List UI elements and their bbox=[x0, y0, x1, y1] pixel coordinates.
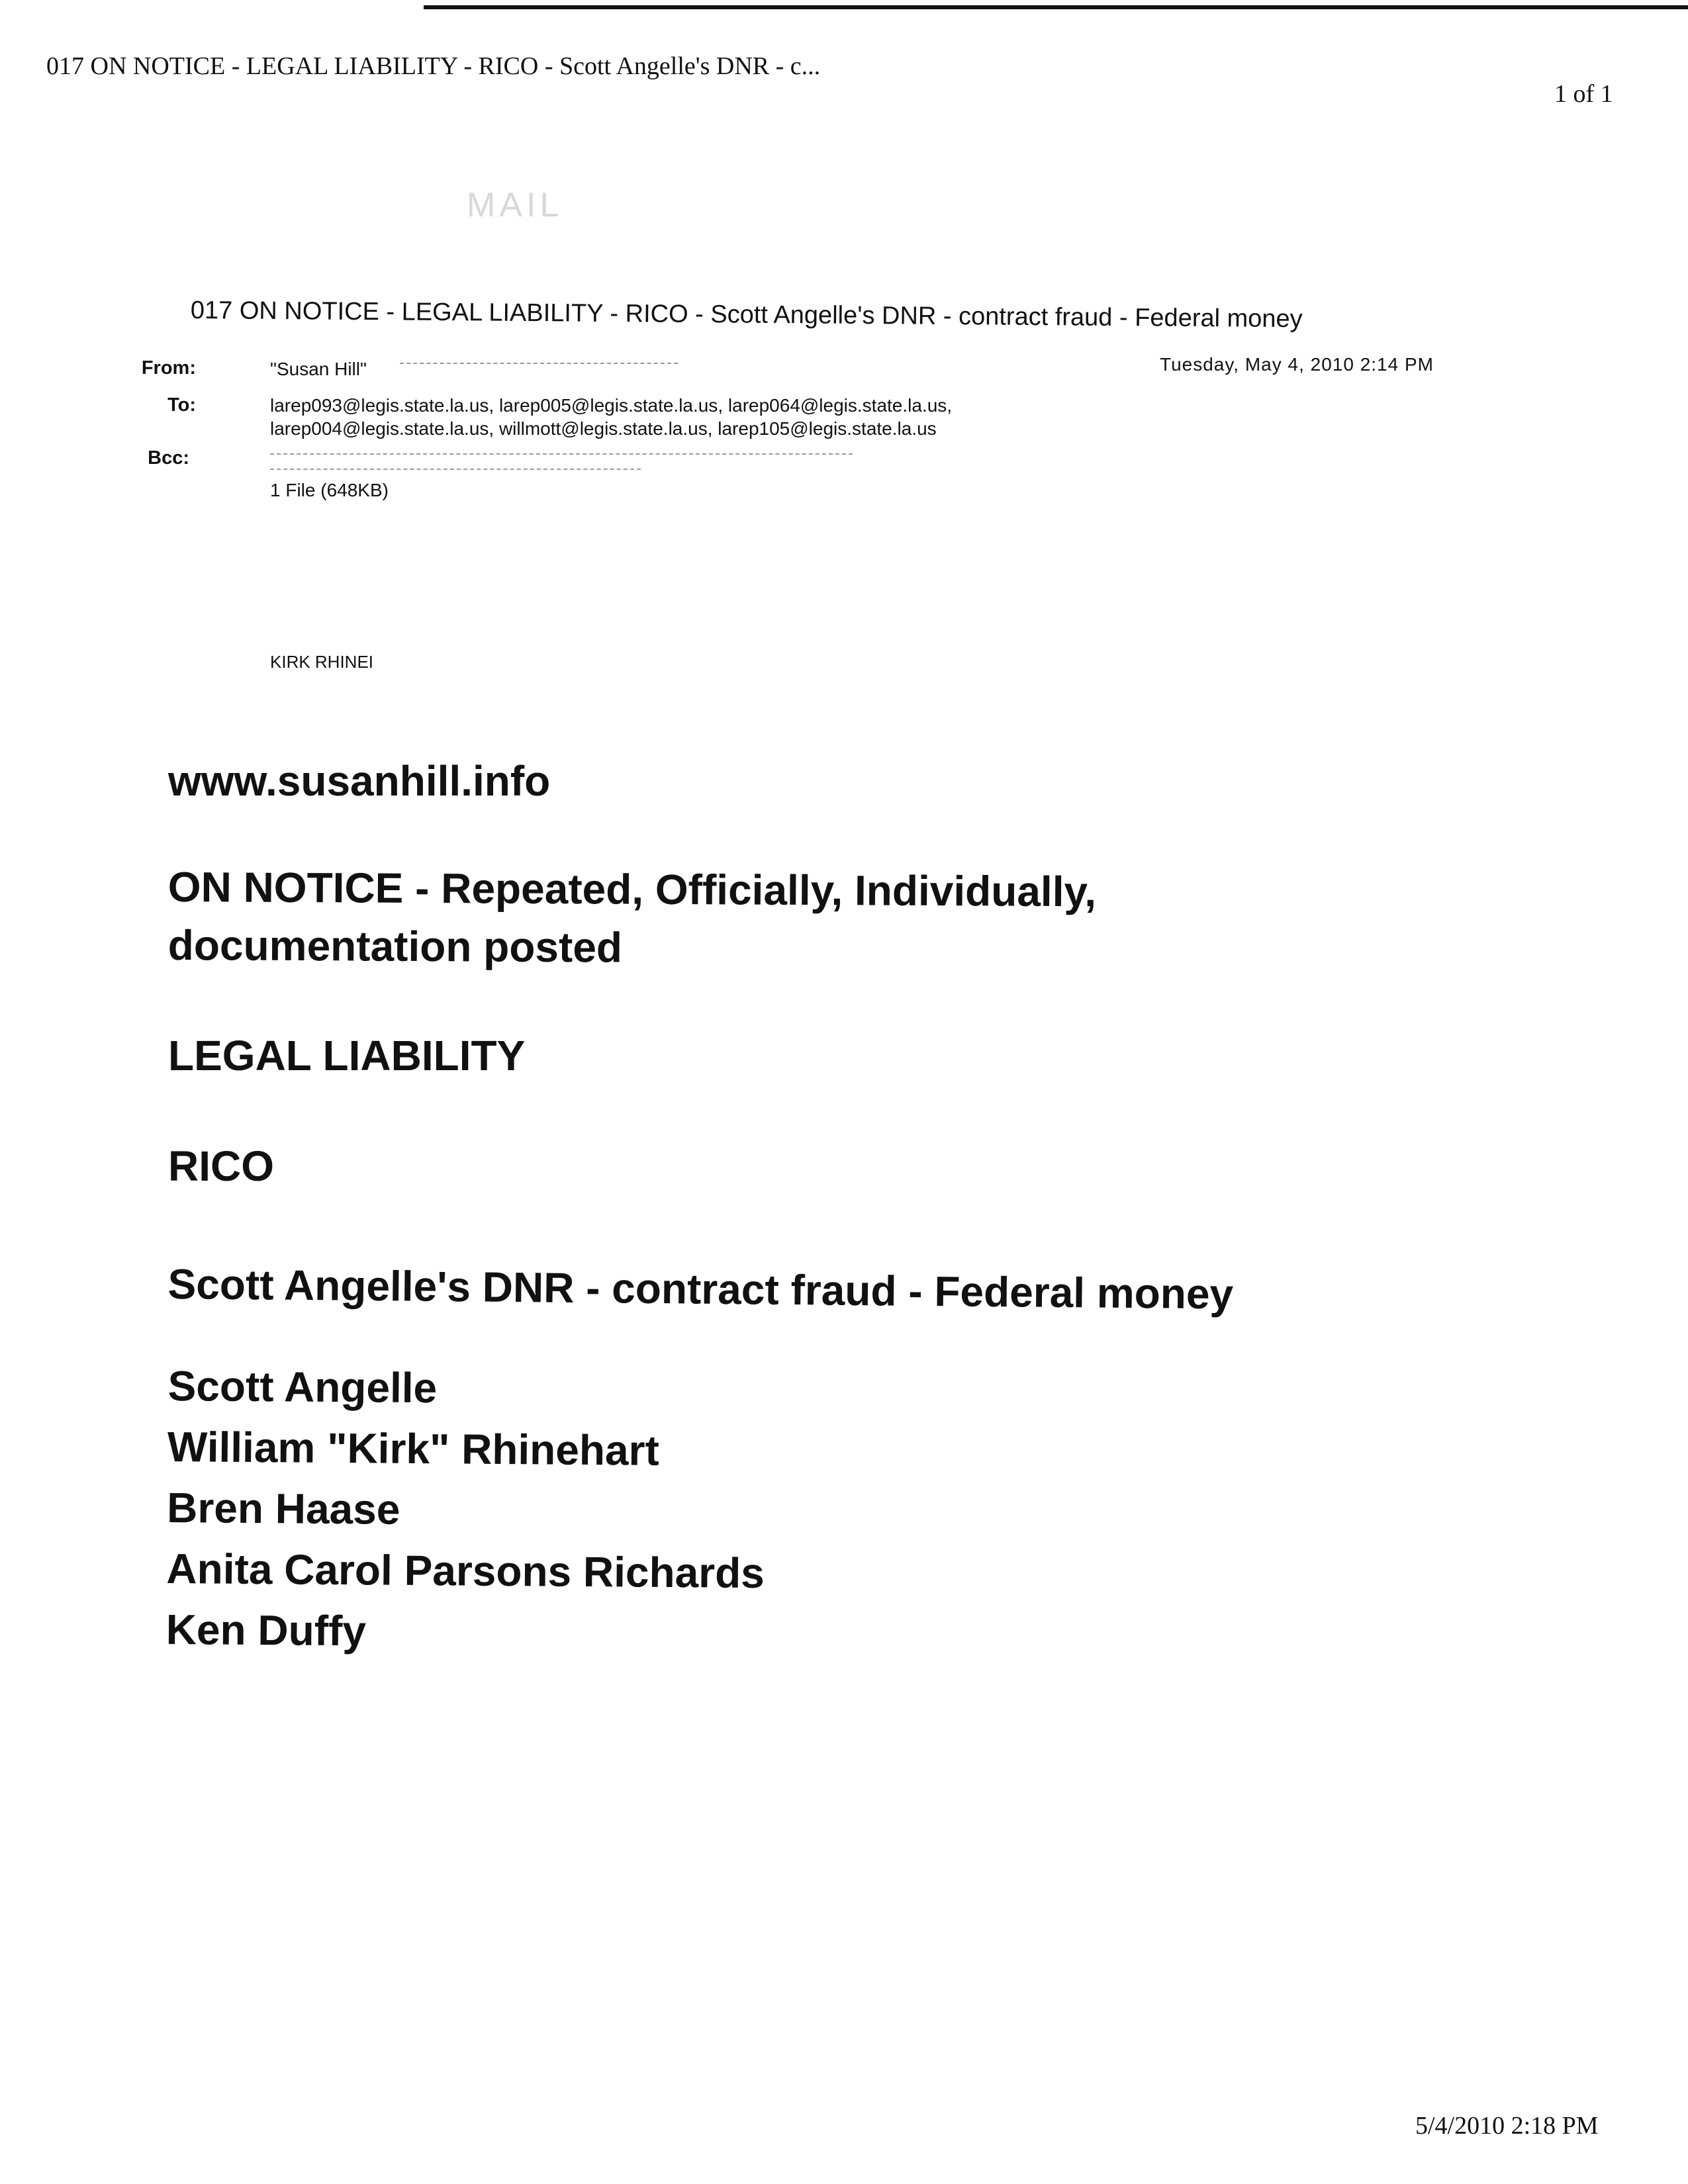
notice-line-2: documentation posted bbox=[167, 921, 623, 972]
attachments-link[interactable]: 1 File (648KB) bbox=[270, 480, 389, 500]
top-rule bbox=[424, 5, 1688, 9]
name-item: Ken Duffy bbox=[165, 1605, 367, 1655]
legal-liability: LEGAL LIABILITY bbox=[168, 1032, 526, 1079]
to-recipients-line1: larep093@legis.state.la.us, larep005@legis.state.la.us, larep064@legis.state.la.us, bbox=[270, 395, 953, 416]
name-item: Scott Angelle bbox=[167, 1361, 438, 1412]
notice-line-1: ON NOTICE - Repeated, Officially, Individually, bbox=[167, 863, 1097, 916]
signature: KIRK RHINEI bbox=[270, 652, 374, 672]
redacted-bcc bbox=[270, 453, 853, 455]
bcc-label: Bcc: bbox=[148, 447, 189, 469]
redacted-address bbox=[400, 363, 678, 364]
email-subject: 017 ON NOTICE - LEGAL LIABILITY - RICO - Scott Angelle's DNR - contract fraud - Federal money bbox=[190, 296, 1303, 334]
from-value: "Susan Hill" bbox=[270, 359, 367, 379]
page-count: 1 of 1 bbox=[1554, 80, 1613, 108]
mail-watermark: MAIL bbox=[467, 186, 563, 224]
from-label: From: bbox=[141, 357, 196, 379]
website-url: www.susanhill.info bbox=[168, 757, 551, 805]
rico-heading: RICO bbox=[168, 1142, 274, 1190]
name-item: Bren Haase bbox=[166, 1483, 400, 1533]
printed-timestamp: 5/4/2010 2:18 PM bbox=[1415, 2112, 1599, 2140]
name-item: William "Kirk" Rhinehart bbox=[167, 1422, 660, 1475]
name-item: Anita Carol Parsons Richards bbox=[166, 1544, 765, 1598]
print-header-title: 017 ON NOTICE - LEGAL LIABILITY - RICO - Scott Angelle's DNR - c... bbox=[46, 52, 821, 80]
email-date: Tuesday, May 4, 2010 2:14 PM bbox=[1160, 354, 1434, 375]
names-list bbox=[165, 1355, 766, 1664]
dnr-heading: Scott Angelle's DNR - contract fraud - Federal money bbox=[167, 1259, 1234, 1318]
redacted-bcc-2 bbox=[270, 469, 641, 470]
to-label: To: bbox=[167, 394, 196, 416]
to-recipients-line2: larep004@legis.state.la.us, willmott@legis.state.la.us, larep105@legis.state.la.us bbox=[270, 418, 937, 439]
